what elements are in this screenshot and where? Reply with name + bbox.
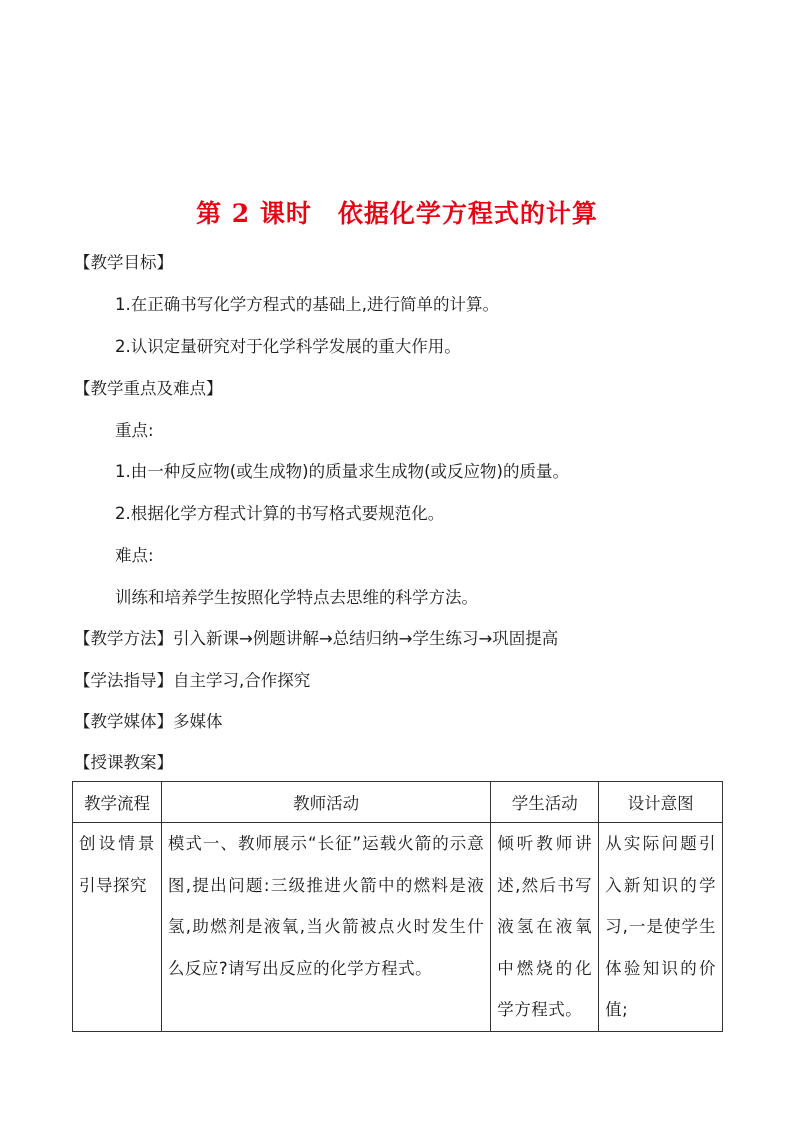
- header-student: 学生活动: [491, 782, 599, 823]
- header-process: 教学流程: [73, 782, 162, 823]
- table-row: [73, 823, 723, 1032]
- key-label: 重点:: [115, 421, 154, 440]
- guidance-line: [74, 670, 310, 692]
- difficulty-text: 训练和培养学生按照化学特点去思维的科学方法。: [115, 588, 478, 607]
- media-line: [74, 711, 223, 733]
- method-line: [74, 628, 558, 650]
- plan-heading: 【授课教案】: [74, 753, 173, 772]
- cell-teacher: [161, 823, 490, 1032]
- media-heading: 【教学媒体】: [74, 712, 173, 731]
- objective-item: 1.在正确书写化学方程式的基础上,进行简单的计算。: [115, 295, 499, 314]
- process-text: 创设情景引导探究: [79, 834, 155, 895]
- teacher-text: 模式一、教师展示“长征”运载火箭的示意图,提出问题:三级推进火箭中的燃料是液氢,助燃剂是液氧,当火箭被点火时发生什么反应?请写出反应的化学方程式。: [167, 834, 485, 978]
- guidance-text: 自主学习,合作探究: [173, 671, 311, 690]
- table-header-row: [73, 782, 723, 823]
- student-text: 倾听教师讲述,然后书写液氢在液氧中燃烧的化学方程式。: [497, 834, 593, 1019]
- cell-student: [491, 823, 599, 1032]
- guidance-heading: 【学法指导】: [74, 671, 173, 690]
- intent-text: 从实际问题引入新知识的学习,一是使学生体验知识的价值;: [605, 834, 716, 1019]
- objectives-heading: 【教学目标】: [74, 253, 173, 272]
- cell-process: [73, 823, 162, 1032]
- objective-item: 2.认识定量研究对于化学科学发展的重大作用。: [115, 337, 461, 356]
- key-item: 1.由一种反应物(或生成物)的质量求生成物(或反应物)的质量。: [115, 462, 569, 481]
- media-text: 多媒体: [173, 712, 223, 731]
- key-points-heading: 【教学重点及难点】: [74, 379, 223, 398]
- lesson-plan-table: [72, 781, 723, 1032]
- method-text: 引入新课→例题讲解→总结归纳→学生练习→巩固提高: [173, 629, 559, 648]
- header-teacher: 教师活动: [161, 782, 490, 823]
- key-item: 2.根据化学方程式计算的书写格式要规范化。: [115, 504, 445, 523]
- header-intent: 设计意图: [599, 782, 723, 823]
- cell-intent: [599, 823, 723, 1032]
- difficulty-label: 难点:: [115, 546, 154, 565]
- page-title: 第 2 课时 依据化学方程式的计算: [196, 199, 598, 228]
- method-heading: 【教学方法】: [74, 629, 173, 648]
